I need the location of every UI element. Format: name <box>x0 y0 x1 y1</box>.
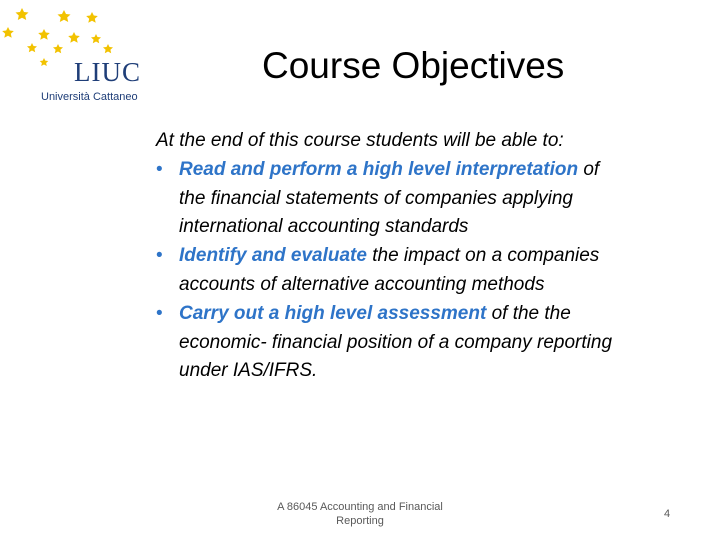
star-icon <box>68 32 80 43</box>
slide-title: Course Objectives <box>262 45 565 86</box>
logo-mark: LIUC <box>74 57 141 87</box>
list-item <box>156 300 626 386</box>
bullet-text: the impact on a companies accounts of alternative accounting methods <box>179 245 600 295</box>
bullet-icon: • <box>156 158 163 180</box>
slide-body <box>156 127 626 386</box>
bullet-text: of the the economic- financial position of a company reporting under IAS/IFRS. <box>179 302 613 382</box>
star-icon <box>103 44 113 53</box>
star-icon <box>91 34 101 43</box>
liuc-logo <box>0 0 160 110</box>
star-icon <box>15 8 28 20</box>
star-icon <box>27 43 37 52</box>
objectives-list <box>156 156 626 386</box>
star-icon <box>40 58 49 66</box>
footer-course: A 86045 Accounting and Financial Reporting <box>277 501 443 527</box>
logo-name: Università Cattaneo <box>41 91 138 103</box>
star-icon <box>2 27 14 38</box>
star-icon <box>53 44 63 53</box>
bullet-icon: • <box>156 245 163 267</box>
intro-text: At the end of this course students will be able to: <box>156 130 564 151</box>
list-item <box>156 156 626 242</box>
star-icon <box>86 12 98 23</box>
star-icon <box>57 10 70 22</box>
list-item <box>156 242 626 300</box>
bullet-highlight: Carry out a high level assessment <box>179 302 487 324</box>
bullet-icon: • <box>156 302 163 324</box>
bullet-highlight: Read and perform a high level interpretation <box>179 158 579 180</box>
star-icon <box>38 29 50 40</box>
bullet-highlight: Identify and evaluate <box>179 245 367 267</box>
bullet-text: of the financial statements of companies applying international accounting standards <box>179 158 600 238</box>
page-number: 4 <box>664 508 671 520</box>
